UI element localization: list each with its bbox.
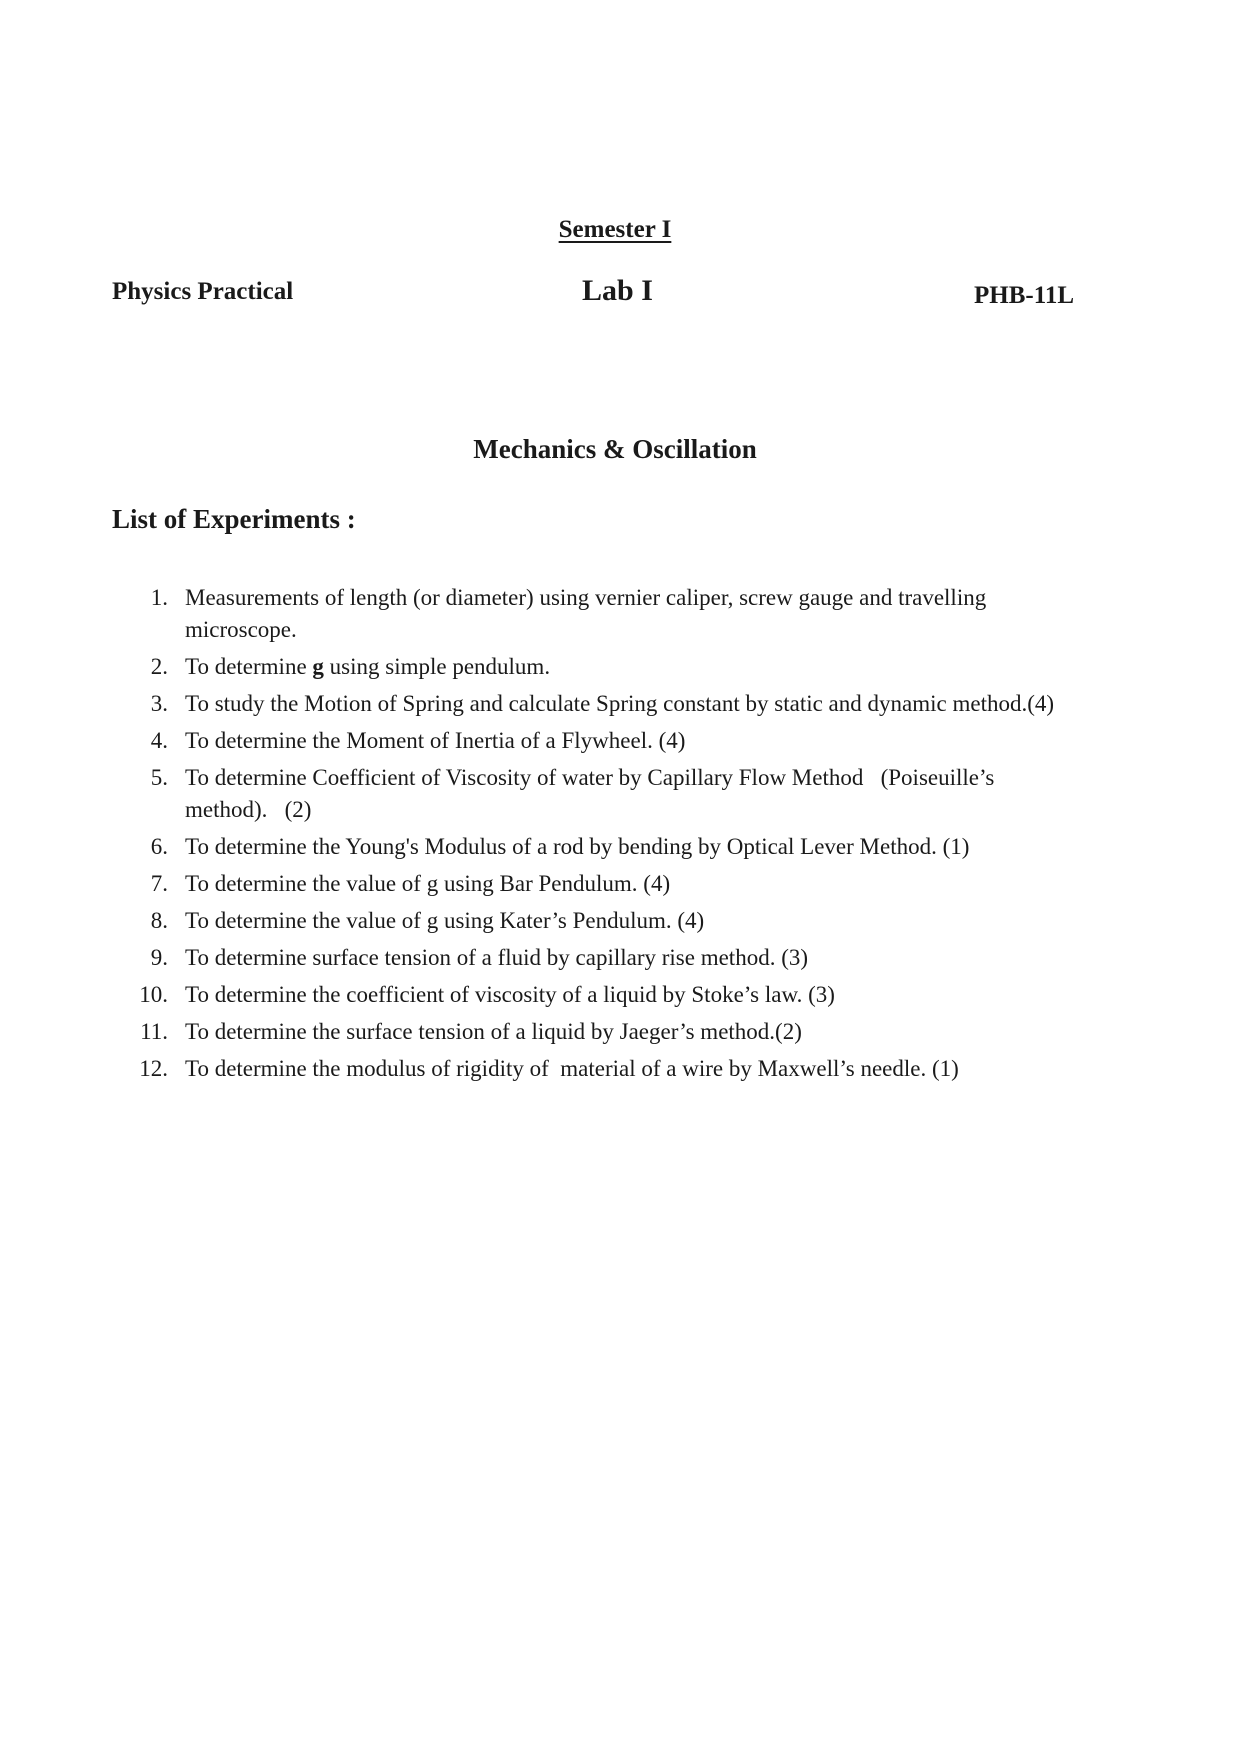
- course-code: PHB-11L: [973, 282, 1074, 309]
- item-text: To determine Coefficient of Viscosity of water by Capillary Flow Method (Poiseuille’s method). (2): [185, 765, 1001, 822]
- item-text: To determine surface tension of a fluid by capillary rise method. (3): [185, 945, 809, 970]
- item-number: 3.: [150, 691, 168, 716]
- item-number: 11.: [140, 1019, 168, 1044]
- list-item: [140, 725, 1080, 757]
- item-number: 2.: [150, 654, 168, 679]
- item-number: 1.: [150, 585, 168, 610]
- list-item: [140, 651, 1080, 683]
- item-number: 9.: [150, 945, 168, 970]
- course-header: [112, 274, 1074, 318]
- list-item: [140, 979, 1080, 1011]
- list-heading: List of Experiments :: [112, 504, 356, 534]
- item-number: 10.: [139, 982, 168, 1007]
- item-number: 4.: [150, 728, 168, 753]
- item-number: 7.: [150, 871, 168, 896]
- list-item: [140, 905, 1080, 937]
- experiment-list: [140, 582, 1080, 1090]
- list-item: [140, 831, 1080, 863]
- list-item: [140, 1053, 1080, 1085]
- item-number: 8.: [150, 908, 168, 933]
- list-item: [140, 582, 1080, 646]
- lab-title: Lab I: [582, 274, 653, 307]
- item-number: 5.: [150, 765, 168, 790]
- section-heading: Mechanics & Oscillation: [473, 434, 757, 464]
- item-text: To study the Motion of Spring and calculate Spring constant by static and dynamic method.(4): [185, 691, 1055, 716]
- item-text: To determine the value of g using Kater’s Pendulum. (4): [185, 908, 705, 933]
- item-text: Measurements of length (or diameter) using vernier caliper, screw gauge and travelling microscope.: [185, 585, 987, 642]
- item-text: [185, 654, 550, 679]
- item-text: To determine the Young's Modulus of a rod by bending by Optical Lever Method. (1): [185, 834, 970, 859]
- item-number: 12.: [139, 1056, 168, 1081]
- list-item: [140, 762, 1080, 826]
- list-item: [140, 688, 1080, 720]
- item-number: 6.: [150, 834, 168, 859]
- list-item: [140, 1016, 1080, 1048]
- item-text: To determine the surface tension of a liquid by Jaeger’s method.(2): [185, 1019, 802, 1044]
- item-text: To determine the value of g using Bar Pendulum. (4): [185, 871, 671, 896]
- list-item: [140, 942, 1080, 974]
- item-text: To determine the Moment of Inertia of a Flywheel. (4): [185, 728, 686, 753]
- item-text-bold: g: [312, 654, 324, 679]
- list-item: [140, 868, 1080, 900]
- item-text: To determine the modulus of rigidity of material of a wire by Maxwell’s needle. (1): [185, 1056, 959, 1081]
- item-text: To determine the coefficient of viscosity of a liquid by Stoke’s law. (3): [185, 982, 835, 1007]
- item-text-part: using simple pendulum.: [323, 654, 551, 679]
- item-text-part: To determine: [185, 654, 313, 679]
- semester-heading: Semester I: [558, 216, 672, 243]
- course-name: Physics Practical: [112, 278, 294, 305]
